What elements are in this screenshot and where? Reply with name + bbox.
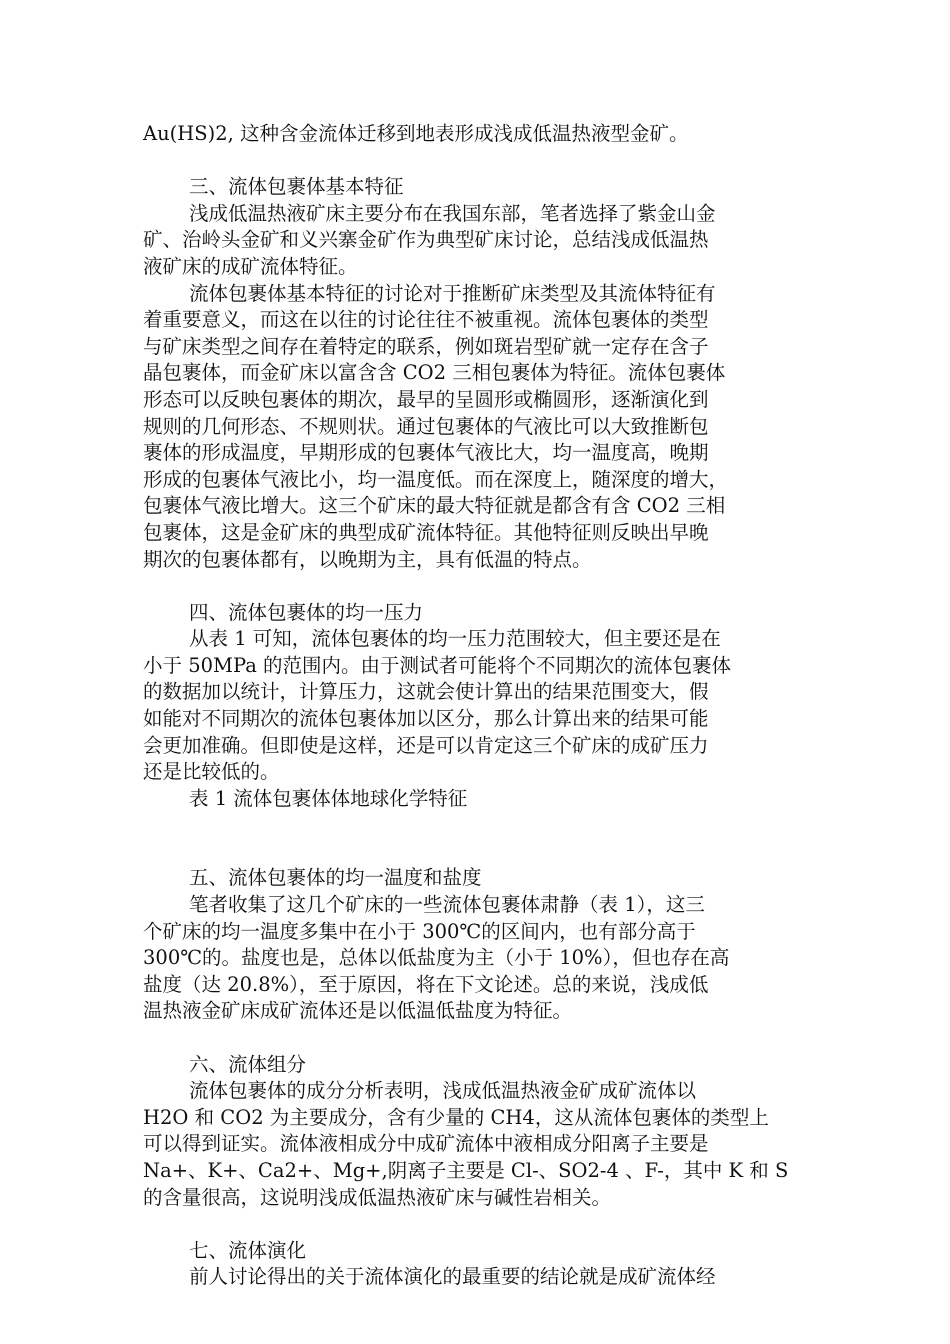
paragraph-line: 规则的几何形态、不规则状。通过包裹体的气液比可以大致推断包 — [143, 414, 709, 438]
spacer — [143, 1025, 813, 1052]
paragraph-line: 的含量很高，这说明浅成低温热液矿床与碱性岩相关。 — [143, 1185, 612, 1209]
paragraph-line: 裹体的形成温度，早期形成的包裹体气液比大，均一温度高，晚期 — [143, 441, 709, 465]
paragraph-line: 小于 50MPa 的范围内。由于测试者可能将个不同期次的流体包裹体 — [143, 653, 732, 677]
paragraph-line: 液矿床的成矿流体特征。 — [143, 254, 358, 278]
paragraph-line: 可以得到证实。流体液相成分中成矿流体中液相成分阳离子主要是 — [143, 1132, 709, 1156]
paragraph-line: 盐度（达 20.8%），至于原因，将在下文论述。总的来说，浅成低 — [143, 972, 709, 996]
table-caption: 表 1 流体包裹体体地球化学特征 — [189, 786, 468, 810]
section-6-heading: 六、流体组分 — [189, 1052, 307, 1076]
paragraph-line: 与矿床类型之间存在着特定的联系，例如斑岩型矿就一定存在含子 — [143, 334, 709, 358]
paragraph-line: 从表 1 可知，流体包裹体的均一压力范围较大，但主要还是在 — [189, 627, 721, 651]
paragraph-line: 期次的包裹体都有，以晚期为主，具有低温的特点。 — [143, 547, 592, 571]
spacer — [143, 1211, 813, 1238]
paragraph-line: 温热液金矿床成矿流体还是以低温低盐度为特征。 — [143, 999, 573, 1023]
paragraph-line: H2O 和 CO2 为主要成分，含有少量的 CH4，这从流体包裹体的类型上 — [143, 1105, 769, 1129]
paragraph-line: 包裹体，这是金矿床的典型成矿流体特征。其他特征则反映出早晚 — [143, 520, 709, 544]
section-3-heading: 三、流体包裹体基本特征 — [189, 175, 404, 199]
paragraph-line: 还是比较低的。 — [143, 760, 280, 784]
section-7-heading: 七、流体演化 — [189, 1238, 307, 1262]
paragraph-line: 前人讨论得出的关于流体演化的最重要的结论就是成矿流体经 — [189, 1265, 716, 1289]
paragraph-line: 300℃的。盐度也是，总体以低盐度为主（小于 10%），但也存在高 — [143, 946, 730, 970]
paragraph-line: Na+、K+、Ca2+、Mg+,阴离子主要是 Cl-、SO2-4 、F-，其中 K 和 S — [143, 1158, 789, 1182]
paragraph-line: 个矿床的均一温度多集中在小于 300℃的区间内，也有部分高于 — [143, 919, 696, 943]
paragraph-line: 矿、治岭头金矿和义兴寨金矿作为典型矿床讨论，总结浅成低温热 — [143, 228, 709, 252]
paragraph-line: 流体包裹体的成分分析表明，浅成低温热液金矿成矿流体以 — [189, 1079, 697, 1103]
paragraph-line: 形成的包裹体气液比小，均一温度低。而在深度上，随深度的增大， — [143, 467, 729, 491]
paragraph-line: 的数据加以统计，计算压力，这就会使计算出的结果范围变大，假 — [143, 680, 709, 704]
paragraph-line: 浅成低温热液矿床主要分布在我国东部，笔者选择了紫金山金 — [189, 201, 716, 225]
intro-line: Au(HS)2, 这种含金流体迁移到地表形成浅成低温热液型金矿。 — [143, 122, 689, 145]
paragraph-line: 笔者收集了这几个矿床的一些流体包裹体肃静（表 1），这三 — [189, 893, 705, 917]
paragraph-line: 包裹体气液比增大。这三个矿床的最大特征就是都含有含 CO2 三相 — [143, 494, 726, 518]
section-5-heading: 五、流体包裹体的均一温度和盐度 — [189, 866, 482, 890]
paragraph-line: 如能对不同期次的流体包裹体加以区分，那么计算出来的结果可能 — [143, 707, 709, 731]
spacer — [143, 812, 813, 865]
paragraph-line: 流体包裹体基本特征的讨论对于推断矿床类型及其流体特征有 — [189, 281, 716, 305]
spacer — [143, 573, 813, 600]
section-4-heading: 四、流体包裹体的均一压力 — [189, 600, 424, 624]
paragraph-line: 着重要意义，而这在以往的讨论往往不被重视。流体包裹体的类型 — [143, 308, 709, 332]
paragraph-line: 会更加准确。但即使是这样，还是可以肯定这三个矿床的成矿压力 — [143, 733, 709, 757]
spacer — [143, 148, 813, 175]
paragraph-line: 形态可以反映包裹体的期次，最早的呈圆形或椭圆形，逐渐演化到 — [143, 387, 709, 411]
paragraph-line: 晶包裹体，而金矿床以富含含 CO2 三相包裹体为特征。流体包裹体 — [143, 361, 726, 385]
document-page — [143, 121, 813, 1291]
